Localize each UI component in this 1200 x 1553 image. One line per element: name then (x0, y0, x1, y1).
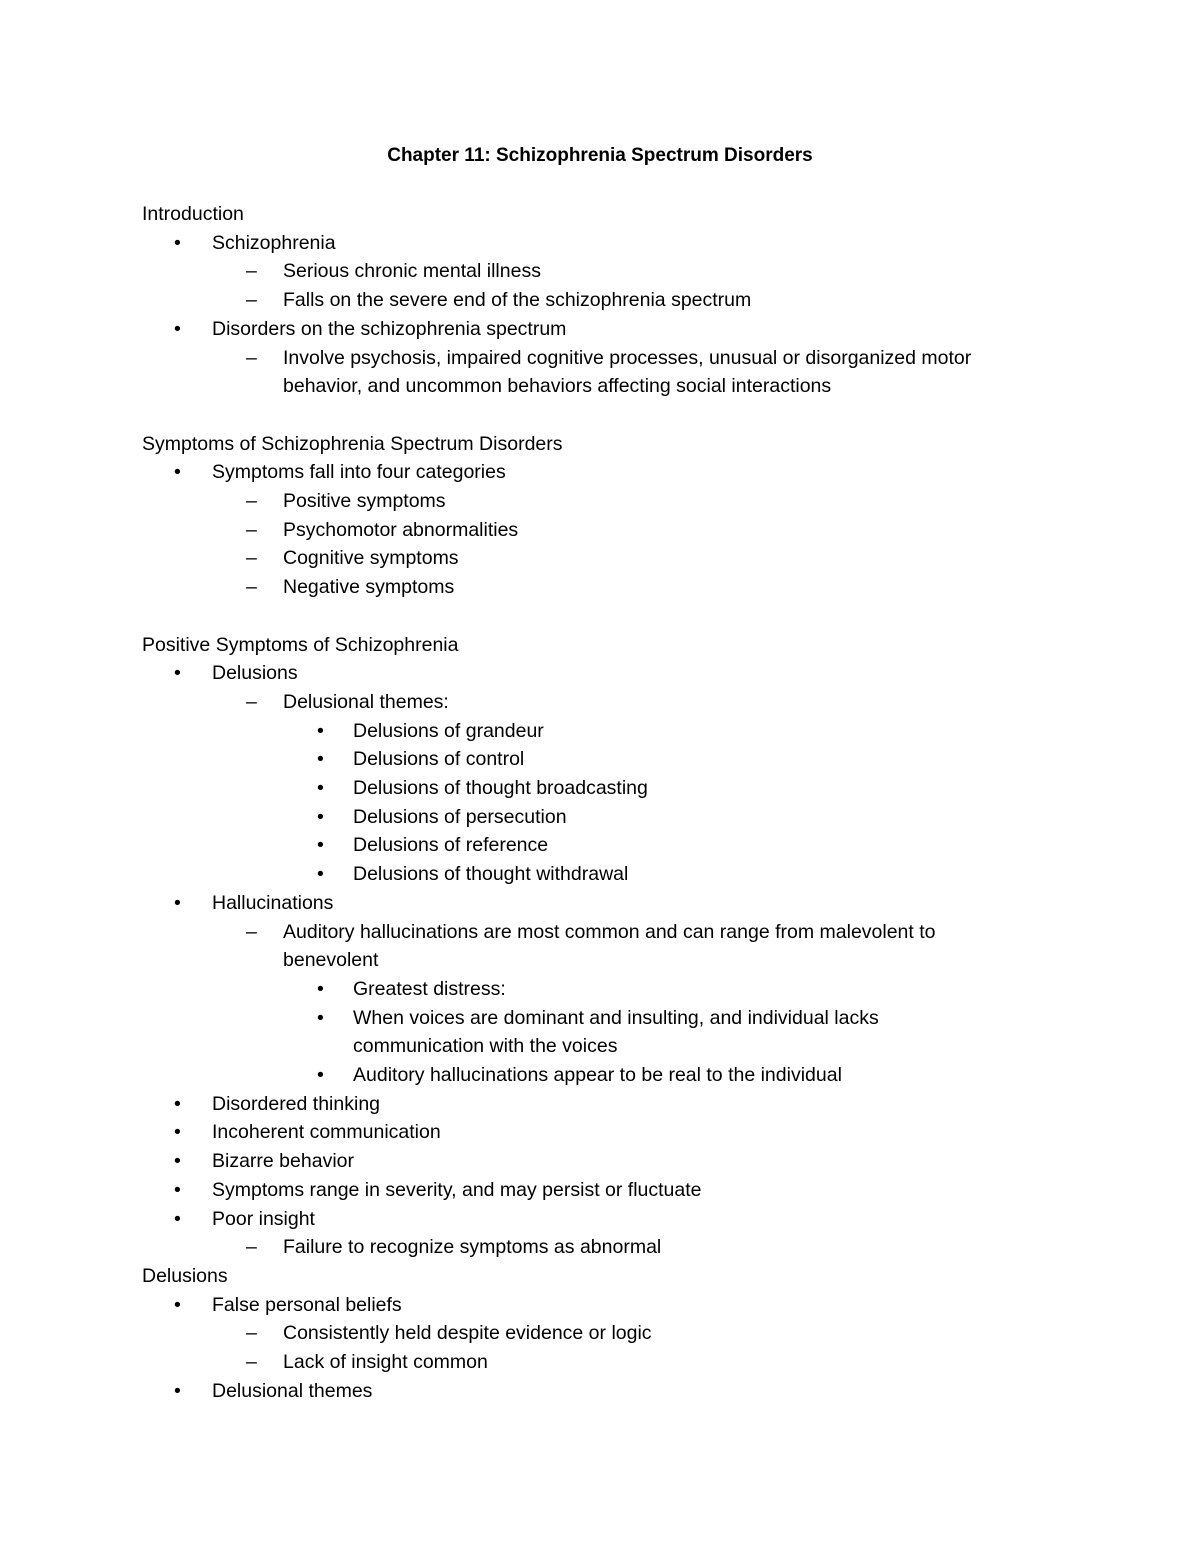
list-item (0, 1377, 1200, 1406)
list-item (0, 918, 1200, 947)
list-item-text: Symptoms range in severity, and may persist or fluctuate (212, 1178, 702, 1201)
list-item (0, 1004, 1200, 1033)
list-item (0, 717, 1200, 746)
bullet-marker: • (317, 977, 324, 1000)
list-item (0, 1291, 1200, 1320)
list-item-text: behavior, and uncommon behaviors affecting social interactions (283, 375, 832, 398)
list-item-text: False personal beliefs (212, 1293, 402, 1316)
bullet-marker: • (317, 1064, 324, 1086)
dash-marker: – (246, 920, 257, 943)
list-item (0, 286, 1200, 315)
list-item (0, 573, 1200, 602)
list-item-text: Disordered thinking (212, 1092, 381, 1115)
bullet-marker: • (317, 834, 324, 857)
bullet-marker: • (317, 777, 324, 799)
list-item-text: Hallucinations (212, 891, 334, 914)
list-item-text: Psychomotor abnormalities (283, 518, 519, 541)
section-heading-text: Introduction (142, 203, 244, 225)
section-heading (0, 430, 1200, 459)
list-item-text: Auditory hallucinations are most common and can range from malevolent to (283, 920, 936, 943)
list-item (0, 516, 1200, 545)
section-heading-text: Delusions (142, 1264, 228, 1287)
list-item (0, 688, 1200, 717)
dash-marker: – (246, 346, 257, 369)
section-heading (0, 200, 1200, 229)
list-item-text: When voices are dominant and insulting, and individual lacks (353, 1006, 879, 1029)
list-item (0, 1032, 1200, 1061)
bullet-marker: • (174, 461, 181, 484)
list-item (0, 831, 1200, 860)
list-item (0, 659, 1200, 688)
dash-marker: – (246, 490, 257, 512)
dash-marker: – (246, 576, 257, 599)
list-item (0, 315, 1200, 344)
list-item-text: Delusions of thought broadcasting (353, 777, 648, 799)
list-item-text: Delusions of control (353, 748, 525, 771)
list-item-text: Failure to recognize symptoms as abnormal (283, 1236, 662, 1259)
list-item (0, 1176, 1200, 1205)
list-item-text: Schizophrenia (212, 231, 336, 254)
list-item (0, 860, 1200, 889)
list-item (0, 946, 1200, 975)
list-item (0, 1205, 1200, 1234)
list-item-text: Bizarre behavior (212, 1150, 354, 1173)
bullet-marker: • (174, 1293, 181, 1316)
list-item-text: Delusions (212, 662, 298, 685)
dash-marker: – (246, 547, 257, 570)
list-item-text: Serious chronic mental illness (283, 260, 541, 283)
list-item (0, 1147, 1200, 1176)
list-item-text: Negative symptoms (283, 576, 455, 599)
list-item-text: Poor insight (212, 1207, 315, 1230)
dash-marker: – (246, 518, 257, 541)
list-item-text: Delusions of grandeur (353, 719, 544, 742)
dash-marker: – (246, 1236, 257, 1259)
list-item (0, 229, 1200, 258)
list-item-text: Greatest distress: (353, 977, 506, 1000)
list-item (0, 1233, 1200, 1262)
list-item-text: Incoherent communication (212, 1121, 441, 1144)
list-item (0, 774, 1200, 803)
list-item (0, 1090, 1200, 1119)
list-item (0, 544, 1200, 573)
list-item (0, 487, 1200, 516)
bullet-marker: • (317, 805, 324, 828)
bullet-marker: • (174, 891, 181, 914)
list-item-text: communication with the voices (353, 1035, 618, 1058)
list-item-text: Delusions of reference (353, 834, 549, 857)
bullet-marker: • (317, 863, 324, 886)
bullet-marker: • (317, 719, 324, 742)
section-heading-text: Symptoms of Schizophrenia Spectrum Disorders (142, 432, 563, 455)
section-heading-text: Positive Symptoms of Schizophrenia (142, 633, 459, 656)
list-item-text: Disorders on the schizophrenia spectrum (212, 317, 567, 340)
section-heading (0, 631, 1200, 660)
list-item-text: Delusional themes: (283, 690, 449, 713)
list-item (0, 1319, 1200, 1348)
list-item-text: Delusional themes (212, 1379, 373, 1402)
bullet-marker: • (174, 1150, 181, 1173)
list-item (0, 458, 1200, 487)
list-item-text: Auditory hallucinations appear to be real to the individual (353, 1064, 842, 1086)
list-item (0, 889, 1200, 918)
dash-marker: – (246, 289, 257, 312)
list-item (0, 1118, 1200, 1147)
list-item-text: Falls on the severe end of the schizophrenia spectrum (283, 289, 752, 312)
dash-marker: – (246, 260, 257, 283)
page-title: Chapter 11: Schizophrenia Spectrum Disorders (387, 145, 813, 166)
list-item-text: Delusions of thought withdrawal (353, 863, 629, 886)
bullet-marker: • (317, 1006, 324, 1029)
bullet-marker: • (317, 748, 324, 771)
list-item (0, 1348, 1200, 1377)
dash-marker: – (246, 690, 257, 713)
list-item-text: Delusions of persecution (353, 805, 567, 828)
bullet-marker: • (174, 317, 181, 340)
list-item-text: Positive symptoms (283, 490, 446, 512)
bullet-marker: • (174, 1092, 181, 1115)
section-heading (0, 401, 1200, 430)
bullet-marker: • (174, 1207, 181, 1230)
list-item (0, 257, 1200, 286)
bullet-marker: • (174, 231, 181, 254)
list-item (0, 344, 1200, 373)
list-item (0, 1061, 1200, 1090)
list-item (0, 745, 1200, 774)
list-item-text: Consistently held despite evidence or logic (283, 1322, 652, 1345)
section-heading (0, 1262, 1200, 1291)
list-item-text: Lack of insight common (283, 1351, 488, 1373)
bullet-marker: • (174, 662, 181, 685)
list-item-text: benevolent (283, 949, 379, 972)
dash-marker: – (246, 1322, 257, 1345)
list-item (0, 803, 1200, 832)
list-item-text: Involve psychosis, impaired cognitive processes, unusual or disorganized motor (283, 346, 972, 369)
list-item (0, 372, 1200, 401)
section-heading (0, 602, 1200, 631)
bullet-marker: • (174, 1121, 181, 1144)
list-item-text: Symptoms fall into four categories (212, 461, 506, 484)
dash-marker: – (246, 1351, 257, 1373)
bullet-marker: • (174, 1379, 181, 1402)
list-item (0, 975, 1200, 1004)
list-item-text: Cognitive symptoms (283, 547, 459, 570)
bullet-marker: • (174, 1178, 181, 1201)
